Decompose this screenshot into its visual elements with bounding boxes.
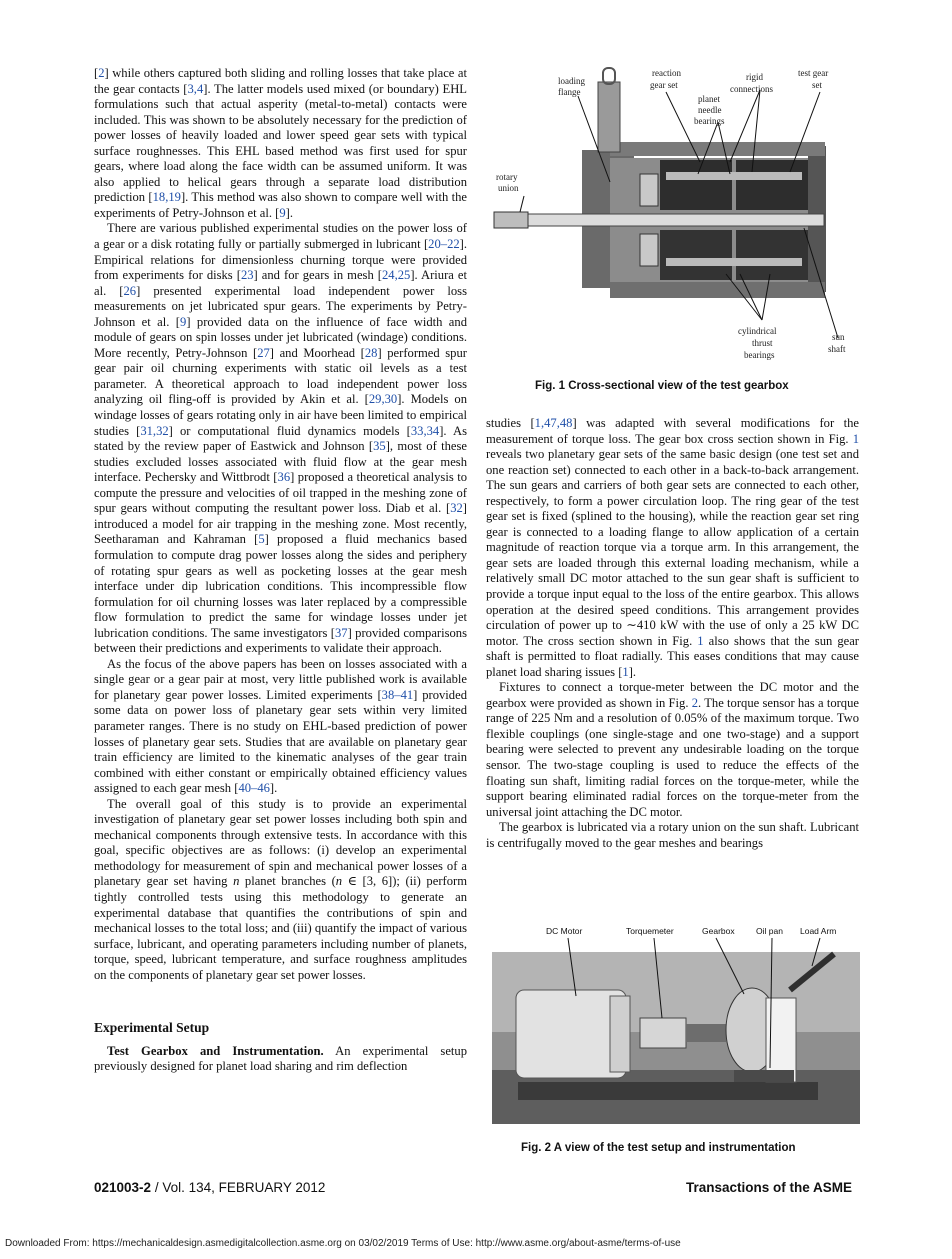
section-heading: Experimental Setup xyxy=(94,1020,210,1036)
citation-link[interactable]: 33,34 xyxy=(410,423,440,438)
label-sun-shaft: sun xyxy=(832,332,845,342)
citation-link[interactable]: 1 xyxy=(622,664,629,679)
loading-flange-shape xyxy=(598,82,620,152)
paragraph-test-gearbox: Test Gearbox and Instrumentation. An experimental setup previously designed for planet load sharing and rim deflection xyxy=(94,1043,468,1074)
citation-link[interactable]: 40–46 xyxy=(238,781,270,796)
figure-1-cross-section xyxy=(490,62,862,372)
housing-top-plate xyxy=(610,142,825,156)
figure-2-caption: Fig. 2 A view of the test setup and instrumentation xyxy=(521,1142,796,1154)
citation-link[interactable]: 9 xyxy=(180,314,187,329)
citation-link[interactable]: 3,4 xyxy=(187,81,204,96)
citation-link[interactable]: 38–41 xyxy=(381,687,414,702)
citation-link[interactable]: 1,47,48 xyxy=(534,416,573,430)
paragraph-torque-meter: Fixtures to connect a torque-meter between the DC motor and the gearbox were provided as shown in Fig. 2. The torque sensor has a torque range of 225 Nm and a resolution of 0.05% of the maximum torque. Two flexible couplings (one single-stage and one two-stage) and a support bearing were selected to prevent any undesirable loading on the torque sensor. The two-stage coupling is used to reduce the effects of the floating sun shaft, limiting radial forces on the torque-meter, while the support bearing eliminated radial forces on the torque-meter from the universal joint attaching the DC motor. xyxy=(486,680,859,819)
volume-info: / Vol. 134, FEBRUARY 2012 xyxy=(151,1180,326,1195)
paragraph-planetary-gap: As the focus of the above papers has been on losses associated with a single gear or a gear pair at most, very little published work is available for planetary gear power losses. Limited experiments [38–41] provided some data on power loss of planetary gear sets within very limited parameter ranges. There is no study on EHL-based prediction of power losses of planetary gear sets. Studies that are available on planetary gear train efficiency are limited to the kinematic analyses of the gear train combined with either constant or empirically obtained efficiency values assigned to each gear mesh [40–46]. xyxy=(94,656,467,796)
download-notice: Downloaded From: https://mechanicaldesign.asmedigitalcollection.asme.org on 03/02/2019 Terms of Use: http://www.asme.org/about-asme/terms-of-use xyxy=(5,1238,681,1249)
figure-link[interactable]: 1 xyxy=(852,431,859,446)
label-loading-flange: flange xyxy=(558,87,581,97)
paragraph-intro-ehl: [2] while others captured both sliding and rolling losses that take place at the gear contacts [3,4]. The latter models used mixed (or boundary) EHL formulations such that actual asperity (metal-to-metal) contacts were included. This was shown to be absolutely necessary for the prediction of power losses of heavily loaded and lower speed gear sets with typical surface roughnesses. This EHL based method was first used for spur gears, where load along the face width can be assumed uniform. It was also applied to helical gears through a separate load distribution prediction [18,19]. This method was also shown to compare well with the experiments of Petry-Johnson et al. [9]. xyxy=(94,66,467,220)
citation-link[interactable]: 24,25 xyxy=(381,268,411,283)
paragraph-lubrication: The gearbox is lubricated via a rotary union on the sun shaft. Lubricant is centrifugally moved to the gear meshes and bearings xyxy=(486,820,859,850)
citation-link[interactable]: 29,30 xyxy=(368,392,398,407)
gear-highlight-lower xyxy=(666,258,802,266)
citation-link[interactable]: 9 xyxy=(279,205,286,220)
label-planet-needle-bearings: planet xyxy=(698,94,720,104)
paragraph-experimental-studies: There are various published experimental studies on the power loss of a gear or a disk rotating fully or partially submerged in lubricant [20–22]. Empirical relations for dimensionless churning torque were provided from experiments for disks [23] and for gears in mesh [24,25]. Ariura et al. [26] presented experimental load independent power loss measurements on jet lubricated spur gears. The experiments by Petry-Johnson et al. [9] provided data on the influence of face width and module of gears on spin losses under jet lubricated (windage) conditions. More recently, Petry-Johnson [27] and Moorhead [28] performed spur gear pair oil churning experiments with static oil levels as a test parameter. A theoretical approach to load independent power loss analyzing oil fling-off is provided by Akin et al. [29,30]. Models on windage losses of gears rotating only in air have been limited to empirical studies [31,32] or computational fluid dynamics models [33,34]. As stated by the review paper of Eastwick and Johnson [35], most of these studies excluded losses associated with fluid flow at the gear mesh interface. Pechersky and Wittbrodt [36] proposed a theoretical analysis to compute the pressure and velocities of oil trapped in the meshing zone of spur gears without computing the resultant power loss. Diab et al. [32] introduced a model for air trapping in the meshing zone. Most recently, Seetharaman and Kahraman [5] proposed a fluid mechanics based formulation to compute drag power losses along the sides and periphery of rotating spur gears as well as pocketing losses at the gear mesh interface under dip lubrication conditions. This incompressible flow formulation for oil churning losses was later replaced by a compressible flow formulation to predict the same for windage losses under jet lubrication conditions. The same investigators [37] provided comparisons between their predictions and experiments to validate their approach. xyxy=(94,221,468,656)
gearbox-cross-section-drawing xyxy=(490,62,862,372)
bearing-block xyxy=(640,174,658,206)
label-reaction-gear-set: reaction xyxy=(652,68,681,78)
figure-2-test-setup-photo xyxy=(490,920,862,1126)
rotary-union-shape xyxy=(494,212,528,228)
label-loading-flange: loading xyxy=(558,76,585,86)
paragraph-gearbox-design: studies [1,47,48] was adapted with several modifications for the measurement of torque loss. The gear box cross section shown in Fig. 1 reveals two planetary gear sets of the same basic design (one test set and one reaction set) connected to each other in a back-to-back arrangement. The sun gears and carriers of both gear sets are connected to each other, respectively, to form a power circulation loop. The ring gear of the test gear set is fixed (splined to the housing), while the reaction gear set ring gear is connected to a loading flange to allow application of a certain magnitude of reaction torque via a torque arm. In this arrangement, the gear sets are loaded through this external loading mechanism, while a relatively small DC motor attached to the sun gear shaft is sufficient to provide a torque input equal to the loss of the entire gearbox. This allows operation at the desired speed conditions. This arrangement provides circulation of power up to ∼410 kW with the use of only a 25 kW DC motor. The cross section shown in Fig. 1 also shows that the sun gear shaft is permitted to float radially. This eases conditions that may cause planet load sharing issues [1]. xyxy=(486,416,860,679)
label-cylindrical-thrust-bearings: cylindrical xyxy=(738,326,777,336)
label-reaction-gear-set: gear set xyxy=(650,80,678,90)
subsection-run-in-heading: Test Gearbox and Instrumentation. xyxy=(107,1043,324,1058)
label-rigid-connections: connections xyxy=(730,84,773,94)
citation-link[interactable]: 26 xyxy=(123,283,137,298)
figure-link[interactable]: 1 xyxy=(697,633,704,648)
housing-bottom-plate xyxy=(610,282,825,298)
label-planet-needle-bearings: bearings xyxy=(694,116,725,126)
citation-link[interactable]: 18,19 xyxy=(152,190,181,205)
figure-1-caption: Fig. 1 Cross-sectional view of the test gearbox xyxy=(535,380,789,392)
citation-link[interactable]: 23 xyxy=(240,268,254,283)
label-oil-pan: Oil pan xyxy=(756,926,783,936)
label-rigid-connections: rigid xyxy=(746,72,763,82)
torquemeter-shape xyxy=(640,1018,686,1048)
citation-link[interactable]: 28 xyxy=(364,345,378,360)
label-planet-needle-bearings: needle xyxy=(698,105,722,115)
citation-link[interactable]: 20–22 xyxy=(428,237,460,252)
coupling-shape xyxy=(686,1024,726,1042)
test-setup-photo xyxy=(490,920,862,1126)
reaction-gear-set-shape xyxy=(660,160,732,210)
oil-pan-shape xyxy=(734,1070,794,1082)
citation-link[interactable]: 35 xyxy=(373,439,386,454)
test-gear-set-lower xyxy=(736,230,808,280)
bench-base xyxy=(518,1082,818,1100)
citation-link[interactable]: 2 xyxy=(98,66,105,80)
label-test-gear-set: test gear xyxy=(798,68,829,78)
sun-shaft-shape xyxy=(494,214,824,226)
citation-link[interactable]: 27 xyxy=(257,345,270,360)
page-footer-left xyxy=(94,1180,325,1195)
label-rotary-union: union xyxy=(498,183,519,193)
test-gear-set-shape xyxy=(736,160,808,210)
label-cylindrical-thrust-bearings: bearings xyxy=(744,350,775,360)
right-column xyxy=(486,416,859,851)
citation-link[interactable]: 36 xyxy=(277,470,291,485)
paragraph-objectives: The overall goal of this study is to provide an experimental investigation of planetary gear set power losses including both spin and mechanical components through extensive tests. In accordance with this goal, specific objectives are as follows: (i) develop an experimental methodology for measurement of spin and mechanical power losses of a planetary gear set having n planet branches (n ∈ [3, 6]); (ii) perform tightly controlled tests using this methodology to generate an experimental database that quantifies the contributions of spin and mechanical losses to the total loss; and (iii) quantify the impact of various surface, lubricant, and operating parameters including number of planets, torque, speed, lubricant temperature, and surface roughness amplitudes on the components of planetary gear set power losses. xyxy=(94,796,467,982)
citation-link[interactable]: 37 xyxy=(334,625,348,640)
label-rotary-union: rotary xyxy=(496,172,518,182)
figure-link[interactable]: 2 xyxy=(691,695,699,710)
citation-link[interactable]: 5 xyxy=(258,532,265,547)
left-column xyxy=(94,66,467,1075)
label-cylindrical-thrust-bearings: thrust xyxy=(752,338,773,348)
journal-name: Transactions of the ASME xyxy=(686,1180,853,1195)
label-dc-motor: DC Motor xyxy=(546,926,583,936)
page-id: 021003-2 xyxy=(94,1180,152,1195)
gear-highlight-upper xyxy=(666,172,802,180)
label-sun-shaft: shaft xyxy=(828,344,846,354)
label-test-gear-set: set xyxy=(812,80,822,90)
label-torquemeter: Torquemeter xyxy=(626,926,674,936)
bearing-block xyxy=(640,234,658,266)
reaction-gear-set-lower xyxy=(660,230,732,280)
citation-link[interactable]: 31,32 xyxy=(140,423,169,438)
citation-link[interactable]: 32 xyxy=(450,501,463,516)
label-load-arm: Load Arm xyxy=(800,926,837,936)
label-gearbox: Gearbox xyxy=(702,926,735,936)
dc-motor-end xyxy=(610,996,630,1072)
